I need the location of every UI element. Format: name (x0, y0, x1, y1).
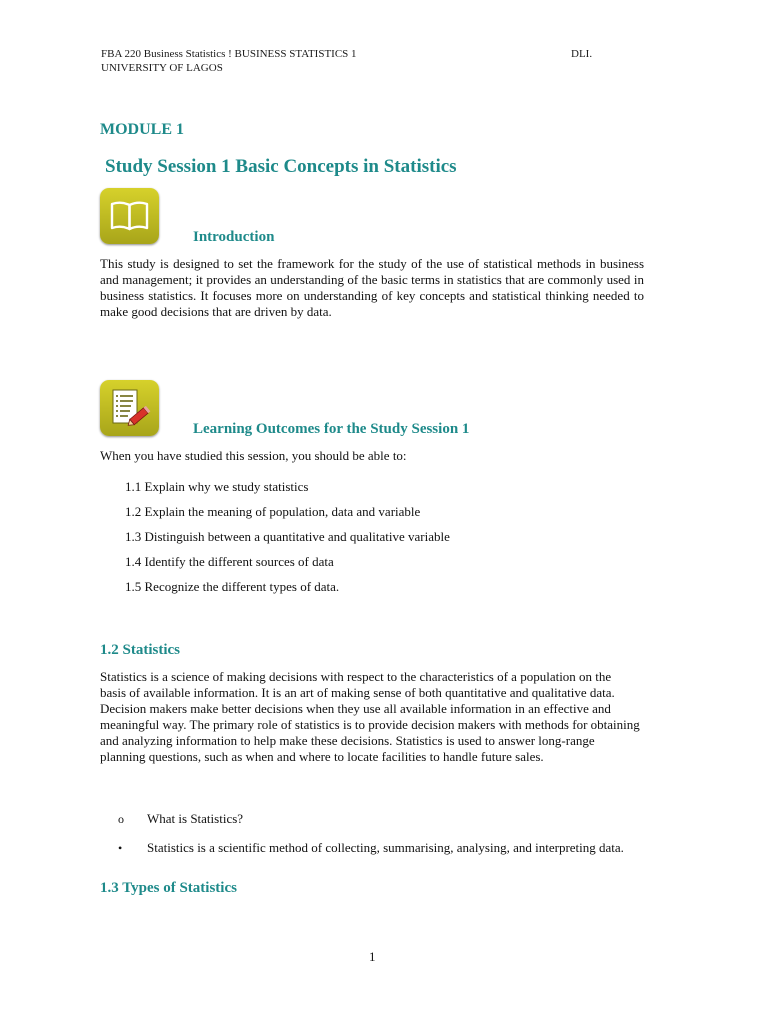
types-of-statistics-heading: 1.3 Types of Statistics (100, 880, 237, 896)
learning-outcomes-list (125, 479, 450, 604)
list-item: 1.5 Recognize the different types of data. (125, 579, 340, 594)
bullet-marker: • (118, 841, 123, 855)
session-title: Study Session 1 Basic Concepts in Statistics (105, 156, 457, 177)
module-title: MODULE 1 (100, 121, 184, 138)
list-item: 1.4 Identify the different sources of data (125, 554, 334, 569)
document-pencil-icon (100, 380, 159, 436)
page-number: 1 (369, 949, 376, 964)
bullet-text: What is Statistics? (147, 811, 244, 826)
running-header (101, 47, 621, 75)
book-icon (100, 188, 159, 244)
list-item (100, 840, 640, 856)
list-item: 1.2 Explain the meaning of population, data and variable (125, 504, 421, 519)
statistics-bullets (100, 811, 640, 869)
header-university: UNIVERSITY OF LAGOS (101, 62, 223, 74)
statistics-body: Statistics is a science of making decisions with respect to the characteristics of a population on the basis of available information. It is an art of making sense of both quantitative and qualitative data. Decision makers make better decisions when they use all available information in an effective and meaningful way. The primary role of statistics is to provide decision makers with methods for obtaining and analyzing information to help make these decisions. Statistics is used to answer long-range planning questions, such as when and where to locate facilities to handle future sales. (100, 669, 640, 764)
introduction-body: This study is designed to set the framework for the study of the use of statistical methods in business and management; it provides an understanding of the basic terms in statistics that are commonly used in business statistics. It focuses more on understanding of key concepts and statistical thinking needed to make good decisions that are driven by data. (100, 256, 644, 319)
learning-outcomes-heading: Learning Outcomes for the Study Session 1 (193, 421, 470, 437)
bullet-marker: o (118, 812, 124, 826)
introduction-heading: Introduction (193, 229, 275, 245)
header-course-title: FBA 220 Business Statistics ! BUSINESS STATISTICS 1 (101, 48, 357, 60)
statistics-heading: 1.2 Statistics (100, 642, 180, 658)
list-item: 1.3 Distinguish between a quantitative and qualitative variable (125, 529, 450, 544)
learning-outcomes-intro: When you have studied this session, you should be able to: (100, 448, 407, 463)
list-item (100, 811, 640, 827)
header-right-label: DLI. (571, 48, 593, 60)
bullet-text: Statistics is a scientific method of collecting, summarising, analysing, and interpreting data. (147, 840, 624, 855)
list-item: 1.1 Explain why we study statistics (125, 479, 309, 494)
